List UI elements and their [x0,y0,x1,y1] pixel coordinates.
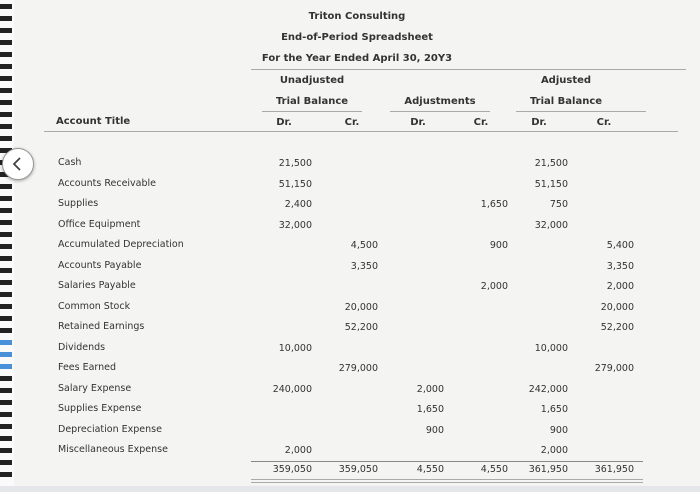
totals-bottom-rule-1 [251,479,643,480]
account-label: Depreciation Expense [58,423,162,435]
adjusted-tb-header: Trial Balance [529,96,603,107]
period-title: For the Year Ended April 30, 20Y3 [261,53,453,64]
sidebar-tick [0,436,12,441]
cell-atb-dr: 51,150 [534,178,568,190]
adjusted-header-rule [516,111,646,112]
account-title-header: Account Title [56,116,131,127]
account-label: Supplies [58,198,99,209]
cell-atb-dr: 2,000 [540,445,568,456]
account-label: Fees Earned [58,362,117,373]
cell-atb-cr: 279,000 [594,363,634,374]
account-label: Accumulated Depreciation [58,239,184,250]
cell-ub-cr: 279,000 [338,363,378,374]
total-atb-dr: 361,950 [528,464,568,475]
account-label: Miscellaneous Expense [58,444,168,455]
cell-atb-cr: 52,200 [600,322,634,333]
sidebar-tick [0,28,12,33]
account-label: Retained Earnings [58,321,145,332]
unadjusted-header: Unadjusted [279,75,345,86]
sidebar-tick [0,340,12,345]
account-label: Common Stock [58,300,131,312]
sidebar-tick [0,196,12,201]
cell-ub-dr: 2,000 [284,445,312,456]
total-ub-cr: 359,050 [338,464,378,475]
cell-atb-cr: 20,000 [600,301,634,313]
sidebar-tick [0,292,12,297]
cell-adj-dr: 900 [425,424,444,436]
company-title: Triton Consulting [308,11,406,22]
cell-ub-cr: 20,000 [344,301,378,313]
sidebar-tick [0,220,12,225]
cell-atb-dr: 21,500 [534,158,568,169]
cell-ub-dr: 2,400 [284,199,312,210]
cell-atb-dr: 1,650 [540,404,568,415]
sidebar-tick [0,304,12,309]
adjustments-header: Adjustments [404,96,476,107]
account-label: Salaries Payable [58,280,136,291]
sidebar-tick [0,124,12,129]
sidebar-tick [0,76,12,81]
account-label: Accounts Payable [58,259,142,271]
cell-adj-dr: 1,650 [416,404,444,415]
sidebar-tick [0,280,12,285]
sidebar-tick [0,100,12,105]
cell-ub-dr: 240,000 [272,383,312,395]
cell-ub-cr: 4,500 [350,240,378,251]
total-adj-dr: 4,550 [416,464,444,475]
sidebar-tick [0,244,12,249]
adjustments-header-rule [390,111,490,112]
sidebar-tick [0,424,12,429]
cell-ub-cr: 3,350 [350,260,378,272]
unadjusted-tb-header: Trial Balance [275,96,349,107]
account-label: Salary Expense [58,382,132,394]
sidebar-tick [0,184,12,189]
sidebar-tick [0,316,12,321]
sidebar-tick [0,16,12,21]
account-label: Dividends [58,341,106,353]
cell-atb-dr: 750 [549,199,568,210]
sidebar-tick [0,412,12,417]
sidebar-tick [0,388,12,393]
cell-ub-cr: 52,200 [344,322,378,333]
cell-atb-cr: 3,350 [606,260,634,272]
sidebar-tick [0,364,12,369]
title-rule [251,69,686,70]
sidebar-tick [0,472,12,477]
cell-ub-dr: 32,000 [278,219,312,231]
cell-adj-cr: 1,650 [480,199,508,210]
sidebar-tick [0,352,12,357]
total-atb-cr: 361,950 [594,464,634,475]
footer-strip [0,486,700,492]
ub-cr-header: Cr. [344,117,360,128]
back-button[interactable] [2,148,34,180]
cell-atb-cr: 5,400 [606,240,634,251]
sidebar-tick [0,64,12,69]
column-header-rule [44,131,678,132]
adj-cr-header: Cr. [473,117,489,128]
total-ub-dr: 359,050 [272,464,312,475]
sidebar-tick [0,232,12,237]
sidebar-tick [0,328,12,333]
ub-dr-header: Dr. [276,117,292,128]
cell-adj-dr: 2,000 [416,383,444,395]
cell-ub-dr: 51,150 [278,178,312,190]
sidebar-tick [0,4,12,9]
cell-adj-cr: 900 [489,240,508,251]
sidebar-tick [0,40,12,45]
spreadsheet-page [14,0,700,492]
cell-adj-cr: 2,000 [480,281,508,292]
account-label: Office Equipment [58,218,141,230]
adjusted-header: Adjusted [540,75,592,86]
account-label: Supplies Expense [58,403,142,414]
sidebar-tick [0,52,12,57]
unadjusted-header-rule [262,111,362,112]
sidebar-tick [0,208,12,213]
total-adj-cr: 4,550 [480,464,508,475]
sidebar-tick [0,448,12,453]
statement-title: End-of-Period Spreadsheet [281,32,433,43]
cell-ub-dr: 10,000 [278,342,312,354]
sidebar-tick [0,136,12,141]
account-label: Cash [58,157,82,168]
chevron-left-icon [10,156,26,172]
sidebar-tick [0,400,12,405]
sidebar-tick [0,256,12,261]
sidebar-tick [0,460,12,465]
cell-ub-dr: 21,500 [278,158,312,169]
cell-atb-dr: 10,000 [534,342,568,354]
sidebar-tick [0,112,12,117]
sidebar-tick [0,268,12,273]
sidebar-tick [0,376,12,381]
account-label: Accounts Receivable [58,177,157,189]
cell-atb-dr: 32,000 [534,219,568,231]
sidebar-tick [0,88,12,93]
cell-atb-dr: 242,000 [528,383,568,395]
totals-top-rule [251,461,643,462]
atb-dr-header: Dr. [531,117,547,128]
atb-cr-header: Cr. [596,117,612,128]
totals-bottom-rule-2 [251,482,643,483]
cell-atb-dr: 900 [549,424,568,436]
adj-dr-header: Dr. [410,117,426,128]
left-sidebar [0,0,14,492]
cell-atb-cr: 2,000 [606,281,634,292]
